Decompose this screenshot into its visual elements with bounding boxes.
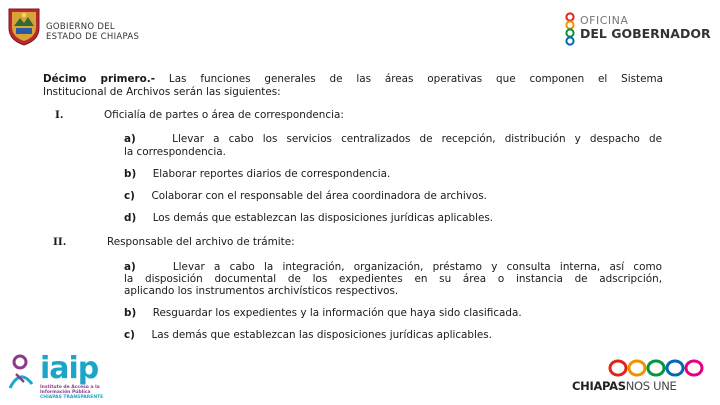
item-letter: d) — [124, 212, 137, 224]
gov-line1: GOBIERNO DEL — [46, 22, 115, 32]
intro-line2: Institucional de Archivos serán las siguientes: — [43, 86, 281, 98]
iaip-subtitle — [40, 385, 103, 400]
section-1-item-a-line1 — [124, 133, 662, 145]
item-letter: c) — [124, 329, 135, 341]
oficina-line1: OFICINA — [580, 14, 629, 27]
section-1-item-a-line2: la correspondencia. — [124, 146, 226, 158]
item-text: Llevar a cabo los servicios centralizados de recepción, distribución y despacho de — [172, 133, 663, 145]
item-text: Llevar a cabo la integración, organización, préstamo y consulta interna, así como — [172, 261, 662, 273]
item-text: Los demás que establezcan las disposiciones jurídicas aplicables. — [152, 212, 494, 224]
item-letter: c) — [124, 190, 135, 202]
section-2-item-a-line3: aplicando los instrumentos archivísticos respectivos. — [124, 285, 399, 297]
item-letter: b) — [124, 307, 137, 319]
item-letter: b) — [124, 168, 137, 180]
nos-une-word: NOS UNE — [625, 379, 677, 393]
oficina-line2: DEL GOBERNADOR — [580, 26, 711, 41]
item-text: Resguardar los expedientes y la información que haya sido clasificada. — [152, 307, 522, 319]
section-1-title: Oficialía de partes o área de correspondencia: — [104, 109, 344, 121]
section-2-item-a-line2: la disposición documental de los expedientes en su área o instancia de adscripción, — [124, 273, 662, 285]
chiapas-nos-une-logo — [572, 358, 710, 396]
item-text: Elaborar reportes diarios de correspondencia. — [152, 168, 391, 180]
section-1-item-c — [124, 190, 487, 202]
intro-heading: Décimo primero.- — [43, 73, 156, 85]
iaip-sub2: Información Pública — [40, 390, 91, 395]
item-letter: a) — [124, 261, 136, 273]
intro-line1 — [43, 73, 663, 85]
item-text: Las demás que establezcan las disposiciones jurídicas aplicables. — [151, 329, 493, 341]
government-name — [46, 22, 139, 42]
chiapas-word: CHIAPAS — [572, 379, 626, 393]
section-2-item-c — [124, 329, 492, 341]
section-2-title: Responsable del archivo de trámite: — [107, 236, 295, 248]
iaip-logo — [4, 352, 116, 402]
iaip-figure-icon — [6, 354, 36, 392]
oficina-gobernador-label — [580, 14, 711, 40]
section-2-item-a-line1 — [124, 261, 662, 273]
chiapas-coat-of-arms-icon — [6, 6, 42, 46]
oficina-rings-icon — [563, 12, 577, 48]
section-2-item-b — [124, 307, 522, 319]
section-1-item-d — [124, 212, 493, 224]
item-letter: a) — [124, 133, 136, 145]
item-text: Colaborar con el responsable del área coordinadora de archivos. — [151, 190, 487, 202]
iaip-sub3: CHIAPAS TRANSPARENTE — [40, 395, 104, 400]
gov-line2: ESTADO DE CHIAPAS — [46, 32, 140, 42]
section-1-item-b — [124, 168, 390, 180]
intro-line1-text: Las funciones generales de las áreas operativas que componen el Sistema — [168, 73, 663, 85]
chiapas-slogan — [572, 379, 677, 393]
five-rings-icon — [608, 358, 704, 378]
section-2-numeral: II. — [53, 236, 67, 248]
iaip-wordmark: iaip — [40, 351, 99, 386]
iaip-sub1: Instituto de Acceso a la — [40, 385, 100, 390]
section-1-numeral: I. — [55, 109, 64, 121]
